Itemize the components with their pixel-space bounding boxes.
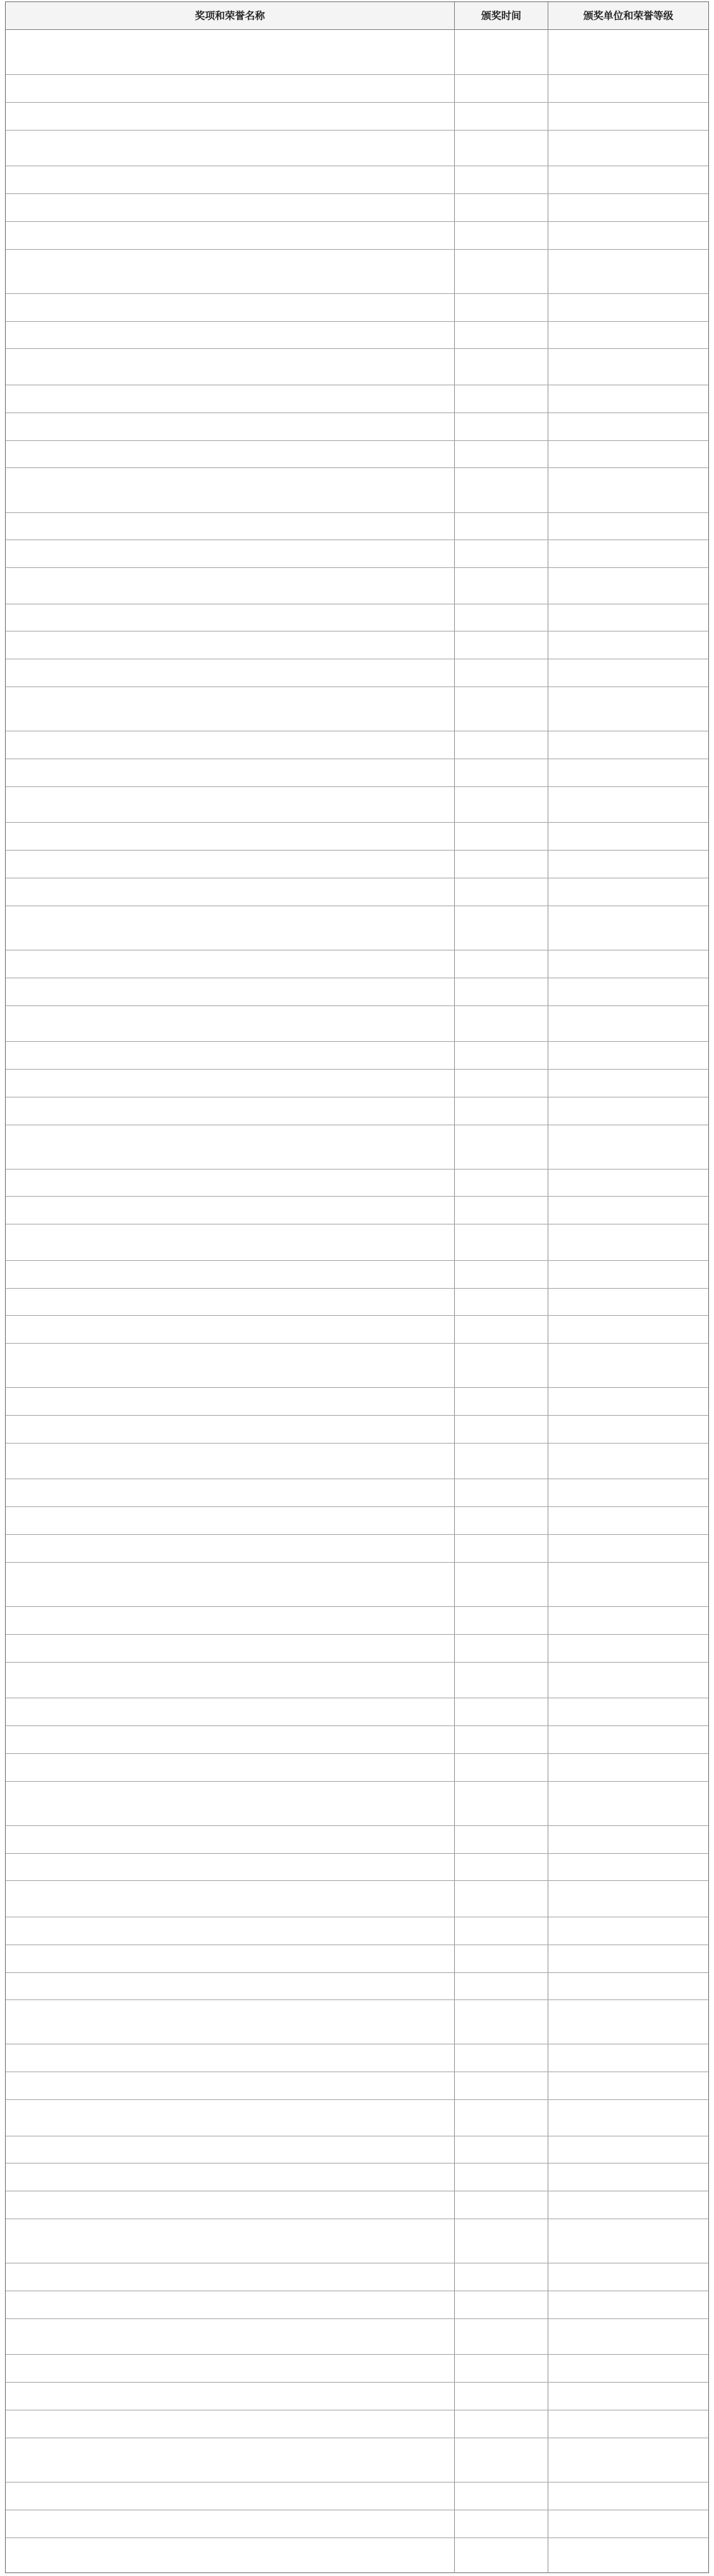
header-award-time: 颁奖时间 <box>454 2 548 29</box>
row-divider <box>6 1534 708 1535</box>
row-divider <box>6 1853 708 1854</box>
row-divider <box>6 2318 708 2319</box>
row-divider <box>6 74 708 75</box>
row-divider <box>6 1315 708 1316</box>
row-divider <box>6 2218 708 2219</box>
row-divider <box>6 2382 708 2383</box>
row-divider <box>6 1662 708 1663</box>
row-divider <box>6 1753 708 1754</box>
row-divider <box>6 2099 708 2100</box>
row-divider <box>6 1260 708 1261</box>
row-divider <box>6 850 708 851</box>
row-divider <box>6 1972 708 1973</box>
row-divider <box>6 1041 708 1042</box>
row-divider <box>6 1443 708 1444</box>
row-divider <box>6 1415 708 1416</box>
row-divider <box>6 512 708 513</box>
row-divider <box>6 786 708 787</box>
row-divider <box>6 467 708 468</box>
row-divider <box>6 1288 708 1289</box>
row-divider <box>6 1562 708 1563</box>
row-divider <box>6 412 708 413</box>
row-divider <box>6 221 708 222</box>
row-divider <box>6 1825 708 1826</box>
row-divider <box>6 1196 708 1197</box>
row-divider <box>6 2354 708 2355</box>
row-divider <box>6 1005 708 1006</box>
row-divider <box>6 539 708 540</box>
row-divider <box>6 2537 708 2538</box>
row-divider <box>6 1506 708 1507</box>
row-divider <box>6 321 708 322</box>
row-divider <box>6 1343 708 1344</box>
table-header-row <box>6 2 708 30</box>
row-divider <box>6 348 708 349</box>
row-divider <box>6 567 708 568</box>
row-divider <box>6 1634 708 1635</box>
row-divider <box>6 440 708 441</box>
row-divider <box>6 631 708 632</box>
awards-table <box>5 1 709 2573</box>
table-body <box>6 30 708 2573</box>
row-divider <box>6 193 708 194</box>
header-award-name: 奖项和荣誉名称 <box>195 11 265 22</box>
column-divider-1 <box>454 30 455 2573</box>
row-divider <box>6 822 708 823</box>
row-divider <box>6 249 708 250</box>
row-divider <box>6 2163 708 2164</box>
row-divider <box>6 1880 708 1881</box>
row-divider <box>6 293 708 294</box>
row-divider <box>6 1999 708 2000</box>
row-divider <box>6 1781 708 1782</box>
row-divider <box>6 1606 708 1607</box>
row-divider <box>6 686 708 687</box>
row-divider <box>6 130 708 131</box>
row-divider <box>6 1387 708 1388</box>
row-divider <box>6 1169 708 1170</box>
row-divider <box>6 1725 708 1726</box>
row-divider <box>6 1069 708 1070</box>
row-divider <box>6 1944 708 1945</box>
row-divider <box>6 102 708 103</box>
header-awarding-unit: 颁奖单位和荣誉等级 <box>548 2 708 29</box>
row-divider <box>6 2482 708 2483</box>
